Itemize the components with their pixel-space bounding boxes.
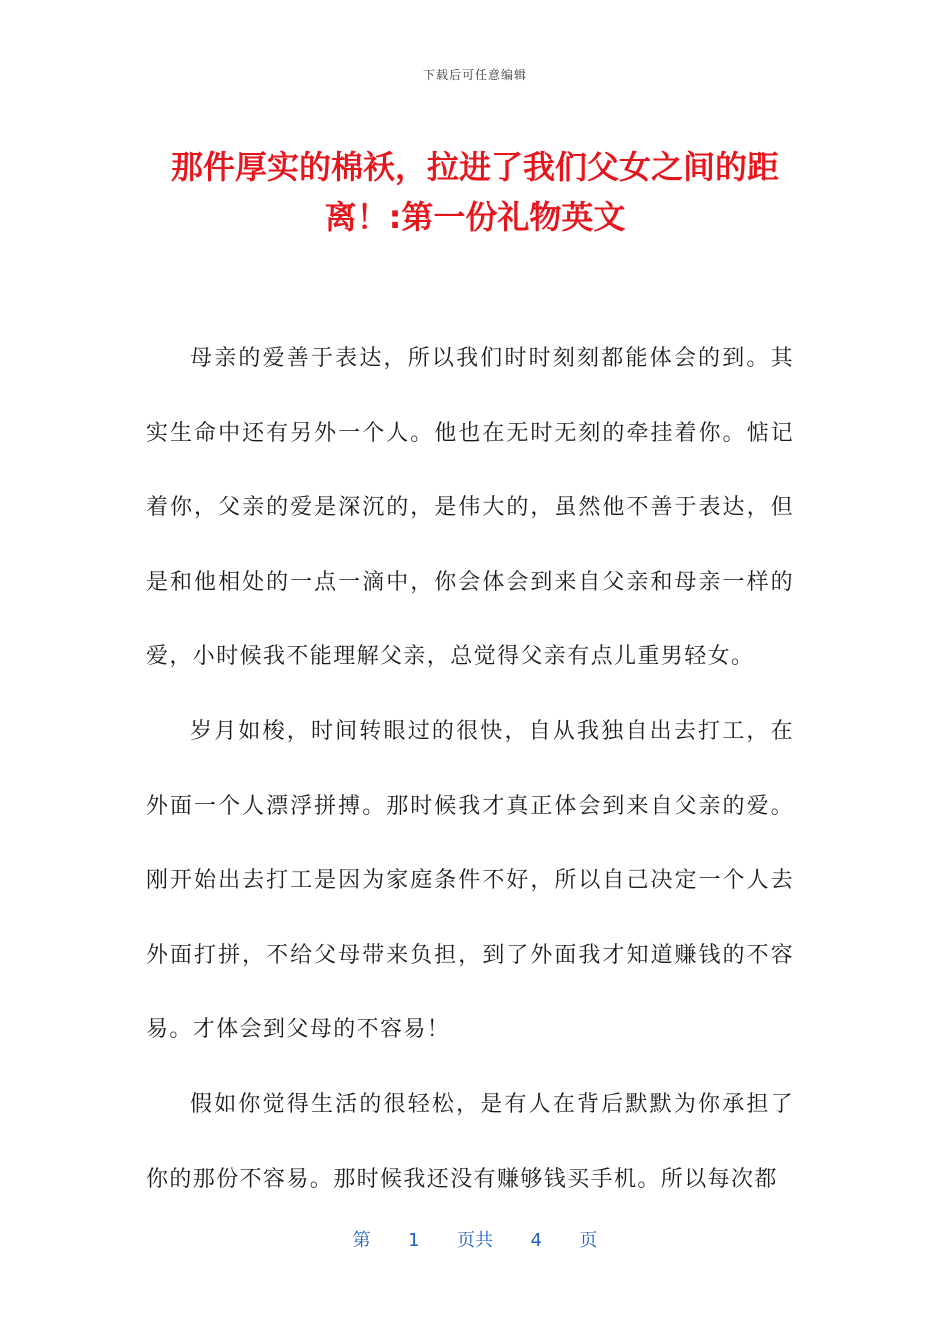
- document-title: 那件厚实的棉袄，拉进了我们父女之间的距离！:第一份礼物英文: [170, 148, 779, 236]
- header-note: 下载后可任意编辑: [422, 68, 527, 82]
- page-suffix: 页: [579, 1230, 598, 1251]
- document-body: [146, 322, 794, 1217]
- page-number: 1: [408, 1230, 420, 1251]
- page-total: 4: [530, 1230, 542, 1251]
- paragraph: 岁月如梭，时间转眼过的很快，自从我独自出去打工，在外面一个人漂浮拼搏。那时候我才真正体会到来自父亲的爱。刚开始出去打工是因为家庭条件不好，所以自己决定一个人去外面打拼，不给父母带来负担，到了外面我才知道赚钱的不容易。才体会到父母的不容易！: [146, 718, 794, 1043]
- page-indicator: [0, 1226, 950, 1252]
- page-prefix: 第: [352, 1230, 371, 1251]
- paragraph: 假如你觉得生活的很轻松，是有人在背后默默为你承担了你的那份不容易。那时候我还没有赚够钱买手机。所以每次都: [146, 1091, 794, 1192]
- page-mid: 页共: [457, 1230, 493, 1251]
- paragraph: 母亲的爱善于表达，所以我们时时刻刻都能体会的到。其实生命中还有另外一个人。他也在无时无刻的牵挂着你。惦记着你，父亲的爱是深沉的，是伟大的，虽然他不善于表达，但是和他相处的一点一滴中，你会体会到来自父亲和母亲一样的爱，小时候我不能理解父亲，总觉得父亲有点儿重男轻女。: [146, 346, 794, 670]
